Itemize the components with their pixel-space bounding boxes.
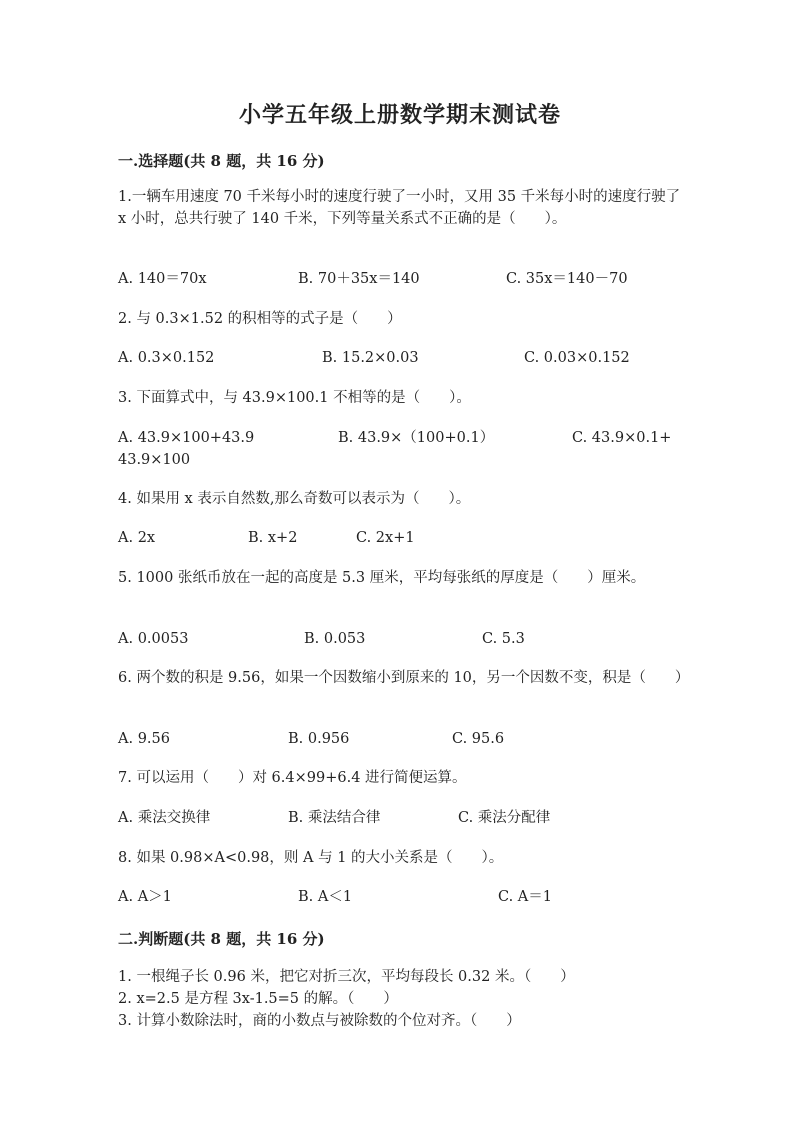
question-3: 3. 下面算式中，与 43.9×100.1 不相等的是（ ）。 (118, 390, 471, 406)
option-b: B. 0.053 (304, 631, 366, 647)
option-b: B. 15.2×0.03 (322, 350, 419, 366)
option-a: A. 乘法交换律 (118, 810, 211, 826)
option-b: B. x+2 (248, 530, 298, 546)
question-2: 2. 与 0.3×1.52 的积相等的式子是（ ） (118, 311, 402, 327)
option-c: C. 35x＝140－70 (506, 271, 628, 287)
option-a: A. 140＝70x (118, 271, 207, 287)
question-7: 7. 可以运用（ ）对 6.4×99+6.4 进行简便运算。 (118, 770, 467, 786)
question-4: 4. 如果用 x 表示自然数,那么奇数可以表示为（ ）。 (118, 491, 471, 507)
option-c: C. 2x+1 (356, 530, 415, 546)
options-row (118, 527, 684, 549)
option-b: B. 43.9×（100+0.1） (338, 430, 495, 446)
question-5: 5. 1000 张纸币放在一起的高度是 5.3 厘米，平均每张纸的厚度是（ ）厘米。 (118, 570, 646, 586)
section-heading-judgement: 二.判断题(共 8 题，共 16 分) (118, 930, 325, 948)
options-row (118, 347, 684, 369)
question-1: 1.一辆车用速度 70 千米每小时的速度行驶了一小时，又用 35 千米每小时的速度行驶了 x 小时，总共行驶了 140 千米，下列等量关系式不正确的是（ ）。 (118, 189, 681, 227)
option-c-continuation: 43.9×100 (118, 452, 191, 468)
option-a: A. A＞1 (118, 889, 172, 905)
question-8: 8. 如果 0.98×A<0.98，则 A 与 1 的大小关系是（ ）。 (118, 850, 504, 866)
option-a: A. 43.9×100+43.9 (118, 430, 255, 446)
option-b: B. A＜1 (298, 889, 353, 905)
option-a: A. 2x (118, 530, 156, 546)
option-b: B. 0.956 (288, 731, 350, 747)
option-a: A. 9.56 (118, 731, 170, 747)
page-title: 小学五年级上册数学期末测试卷 (238, 102, 561, 128)
options-row (118, 268, 684, 290)
section-heading-choice: 一.选择题(共 8 题，共 16 分) (118, 152, 325, 170)
option-c: C. 43.9×0.1+ (572, 430, 672, 446)
options-row (118, 807, 684, 829)
option-c: C. 乘法分配律 (458, 810, 551, 826)
option-b: B. 乘法结合律 (288, 810, 381, 826)
option-a: A. 0.3×0.152 (118, 350, 215, 366)
options-row (118, 427, 684, 449)
options-row (118, 886, 684, 908)
option-c: C. 5.3 (482, 631, 525, 647)
options-row (118, 628, 684, 650)
options-row (118, 728, 684, 750)
question-6: 6. 两个数的积是 9.56，如果一个因数缩小到原来的 10，另一个因数不变，积是（ ） (118, 670, 690, 686)
option-b: B. 70＋35x＝140 (298, 271, 420, 287)
option-c: C. A＝1 (498, 889, 552, 905)
judgement-item: 3. 计算小数除法时，商的小数点与被除数的个位对齐。（ ） (118, 1013, 521, 1029)
judgement-item: 1. 一根绳子长 0.96 米，把它对折三次，平均每段长 0.32 米。（ ） (118, 969, 575, 985)
option-c: C. 95.6 (452, 731, 505, 747)
option-a: A. 0.0053 (118, 631, 189, 647)
judgement-item: 2. x=2.5 是方程 3x-1.5=5 的解。（ ） (118, 991, 398, 1007)
option-c: C. 0.03×0.152 (524, 350, 630, 366)
